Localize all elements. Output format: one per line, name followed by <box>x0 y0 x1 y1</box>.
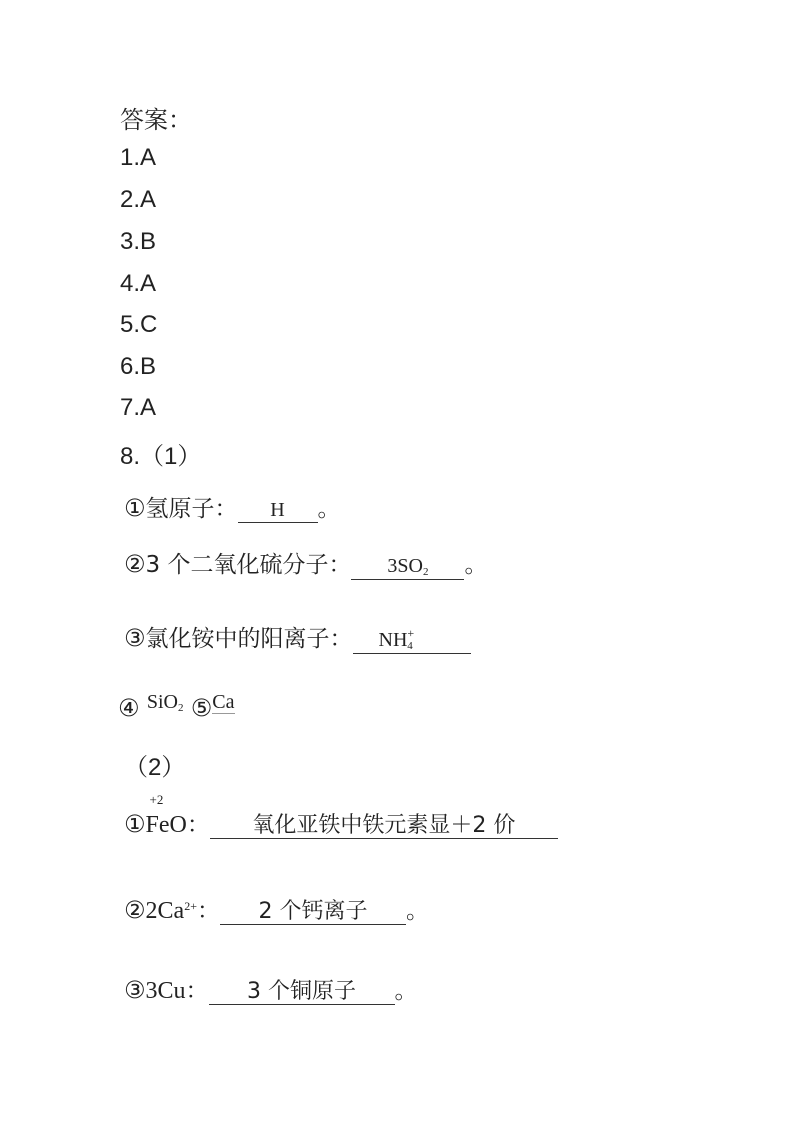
q8-2-item2 <box>124 892 429 925</box>
item-end: 。 <box>405 898 429 924</box>
answer-text: 2 个钙离子 <box>258 899 368 924</box>
answer-1: 1.A <box>120 144 157 171</box>
answer-8-label: 8.（1） <box>120 443 202 470</box>
item-marker: ④ <box>118 694 140 722</box>
item-prompt: 3 个二氧化硫分子： <box>145 552 352 578</box>
answer-subscript: 2 <box>423 566 429 578</box>
formula-text: FeO <box>145 812 187 838</box>
formula-text: 2Ca <box>145 898 185 924</box>
item-end: 。 <box>464 552 488 578</box>
item-prompt: 氯化铵中的阳离子： <box>145 626 353 652</box>
answer-2: 2.A <box>120 186 157 213</box>
q8-1-item3 <box>124 620 471 654</box>
item-marker: ② <box>124 550 146 578</box>
colon: ： <box>196 898 220 924</box>
answer-blank <box>351 555 464 580</box>
answer-3: 3.B <box>120 228 157 255</box>
valence-mark: +2 <box>149 792 164 807</box>
answer-5: 5.C <box>120 311 158 338</box>
item-marker: ① <box>124 494 146 522</box>
item-marker: ③ <box>124 976 146 1004</box>
answer-main: SiO <box>146 691 178 713</box>
formula: 3Cu <box>145 978 186 1004</box>
answer-4: 4.A <box>120 270 157 297</box>
answer-text: Ca <box>212 691 235 713</box>
q8-2-item1 <box>124 792 558 839</box>
item-marker: ⑤ <box>190 694 213 722</box>
item-end: 。 <box>317 496 341 522</box>
answer-blank <box>238 499 318 523</box>
part2-label: （2） <box>124 754 186 781</box>
answer-text: 3 个铜原子 <box>247 979 357 1004</box>
answer-main: 3SO <box>387 555 423 577</box>
answer-subscript: 4 <box>407 640 413 652</box>
colon: ： <box>185 978 209 1004</box>
answer-main: NH <box>378 629 408 651</box>
answer-blank <box>210 813 558 839</box>
answer-superscript: + <box>407 626 415 640</box>
q8-1-item4-5 <box>118 691 235 722</box>
answer-subscript: 2 <box>177 702 184 714</box>
answer-text: 氧化亚铁中铁元素显＋2 价 <box>252 813 516 838</box>
answer-7: 7.A <box>120 394 157 421</box>
answer-text <box>147 691 184 713</box>
q8-2-item3 <box>124 972 418 1005</box>
answer-6: 6.B <box>120 353 157 380</box>
answer-blank <box>353 627 471 654</box>
answer-text: H <box>270 499 285 521</box>
item-prompt: 氢原子： <box>145 496 238 522</box>
item-marker: ③ <box>124 624 146 652</box>
answer-blank <box>220 899 406 925</box>
q8-1-item1 <box>124 490 341 523</box>
formula-superscript: 2+ <box>184 899 197 913</box>
answer-blank <box>209 979 395 1005</box>
formula <box>146 898 197 924</box>
item-end: 。 <box>394 978 418 1004</box>
item-marker: ① <box>124 810 146 838</box>
answers-heading: 答案： <box>120 107 192 134</box>
q8-1-item2 <box>124 546 487 580</box>
item-marker: ② <box>124 896 146 924</box>
colon: ： <box>186 812 210 838</box>
formula <box>145 792 187 839</box>
